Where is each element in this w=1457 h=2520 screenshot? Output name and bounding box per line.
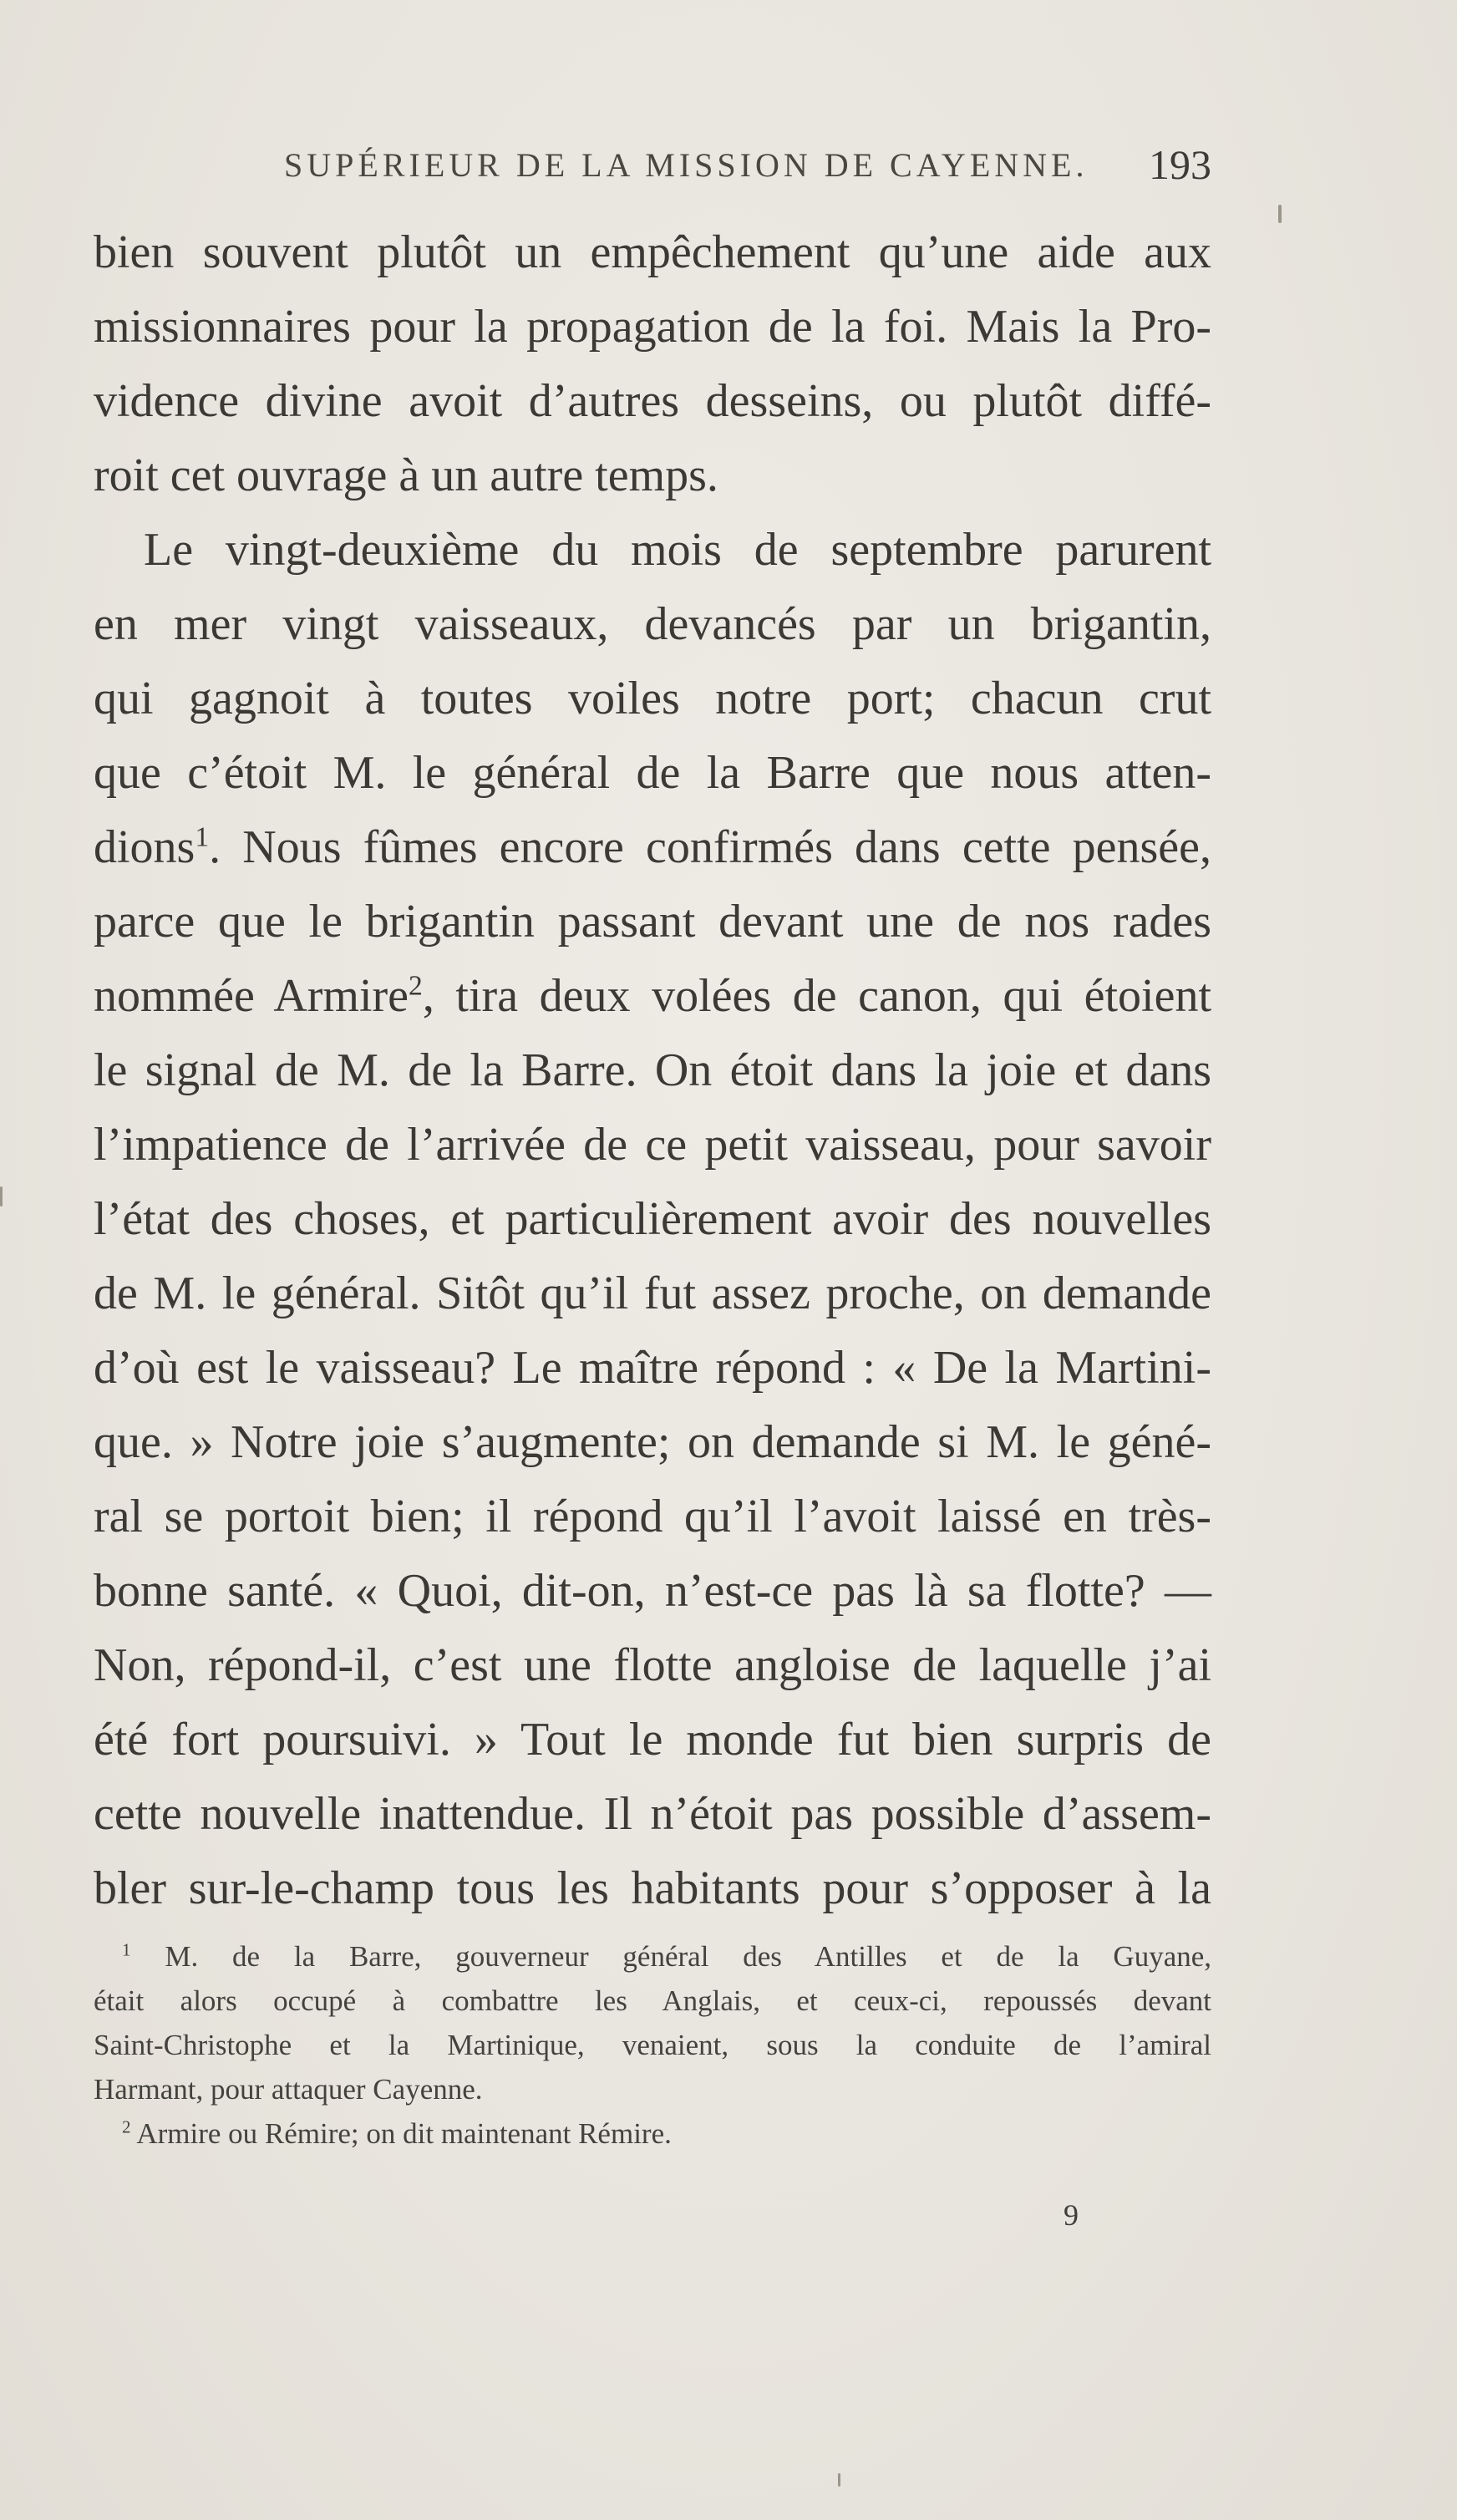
text-line: l’impatience de l’arrivée de ce petit vaisseau, pour savoir: [94, 1119, 1211, 1171]
text-line: bler sur-le-champ tous les habitants pour s’opposer à la: [94, 1862, 1211, 1914]
text-line: que. » Notre joie s’augmente; on demande si M. le géné-: [94, 1416, 1211, 1468]
text-line: que c’étoit M. le général de la Barre que nous atten-: [94, 747, 1211, 799]
text-line: ral se portoit bien; il répond qu’il l’avoit laissé en très-: [94, 1491, 1211, 1542]
text-line-with-note: [94, 959, 1211, 1034]
signature-mark: 9: [1064, 2198, 1079, 2232]
page-number: 193: [1149, 141, 1211, 188]
footnote-text: Armire ou Rémire; on dit maintenant Rémire.: [136, 2117, 672, 2150]
text-line: cette nouvelle inattendue. Il n’étoit pas possible d’assem-: [94, 1788, 1211, 1840]
text-line: de M. le général. Sitôt qu’il fut assez proche, on demande: [94, 1268, 1211, 1319]
paper-speck: [0, 1186, 3, 1207]
text-line: vidence divine avoit d’autres desseins, ou plutôt diffé-: [94, 375, 1211, 427]
footnote-1-line: [94, 1934, 1211, 1979]
text-line-with-note: [94, 810, 1211, 885]
footnote-number-1: 1: [122, 1939, 131, 1960]
text-line: parce que le brigantin passant devant une de nos rades: [94, 896, 1211, 948]
text-line: Le vingt-deuxième du mois de septembre parurent: [144, 524, 1211, 576]
paper-speck: [1278, 205, 1282, 223]
footnote-ref-2: 2: [409, 970, 423, 1002]
footnote-1-line: Saint-Christophe et la Martinique, venaient, sous la conduite de l’amiral: [94, 2029, 1211, 2061]
paper-speck: [838, 2473, 840, 2487]
text-line: missionnaires pour la propagation de la foi. Mais la Pro-: [94, 301, 1211, 353]
text-line: en mer vingt vaisseaux, devancés par un brigantin,: [94, 598, 1211, 650]
footnote-1-line: Harmant, pour attaquer Cayenne.: [94, 2073, 483, 2106]
footnotes: [94, 1934, 1211, 2156]
footnote-text: M. de la Barre, gouverneur général des Antilles et de la Guyane,: [165, 1940, 1212, 1973]
text-line: roit cet ouvrage à un autre temps.: [94, 450, 718, 501]
text-line: qui gagnoit à toutes voiles notre port; chacun crut: [94, 673, 1211, 724]
text-fragment: . Nous fûmes encore confirmés dans cette pensée,: [209, 821, 1211, 873]
body-text: [94, 216, 1211, 1926]
text-line: Non, répond-il, c’est une flotte angloise de laquelle j’ai: [94, 1639, 1211, 1691]
running-title: SUPÉRIEUR DE LA MISSION DE CAYENNE.: [284, 146, 1089, 184]
text-line: bonne santé. « Quoi, dit-on, n’est-ce pas là sa flotte? —: [94, 1565, 1211, 1617]
text-fragment: dions: [94, 821, 195, 873]
footnote-2-line: [94, 2111, 1211, 2156]
text-line: d’où est le vaisseau? Le maître répond : « De la Martini-: [94, 1342, 1211, 1394]
footnote-1-line: était alors occupé à combattre les Anglais, et ceux-ci, repoussés devant: [94, 1984, 1211, 2017]
text-fragment: nommée Armire: [94, 970, 409, 1022]
text-fragment: , tira deux volées de canon, qui étoient: [422, 970, 1211, 1022]
footnote-number-2: 2: [122, 2116, 131, 2137]
text-line: été fort poursuivi. » Tout le monde fut bien surpris de: [94, 1714, 1211, 1766]
text-line: bien souvent plutôt un empêchement qu’une aide aux: [94, 226, 1211, 278]
footnote-ref-1: 1: [195, 821, 210, 853]
text-line: le signal de M. de la Barre. On étoit dans la joie et dans: [94, 1044, 1211, 1096]
text-line: l’état des choses, et particulièrement avoir des nouvelles: [94, 1193, 1211, 1245]
running-head: [92, 140, 1211, 199]
